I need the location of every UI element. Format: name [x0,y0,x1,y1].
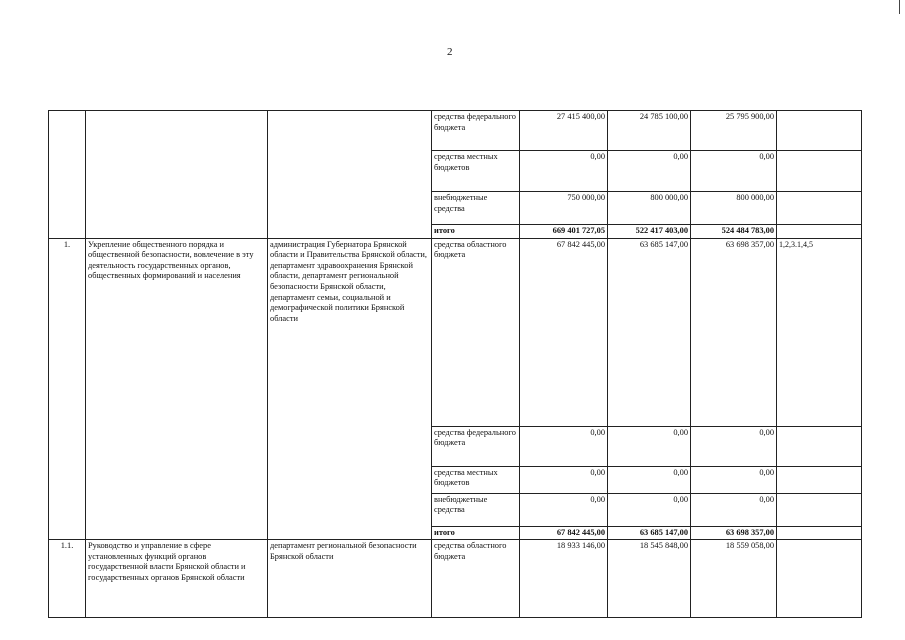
indicators-cell [777,466,862,493]
executor-cell: администрация Губернатора Брянской области и Правительства Брянской области, департамент здравоохранения Брянской области, департамент региональной безопасности Брянской области, департамент семьи, социальной и демографической политики Брянской области [268,238,432,540]
amount-year3-cell: 63 698 357,00 [691,526,777,540]
table-row [49,540,862,618]
amount-year1-cell: 750 000,00 [520,192,608,225]
funding-source-cell: средства федерального бюджета [432,111,520,151]
amount-year1-cell: 0,00 [520,466,608,493]
amount-year1-cell: 27 415 400,00 [520,111,608,151]
funding-source-cell: средства областного бюджета [432,238,520,426]
amount-year2-cell: 0,00 [608,151,691,192]
amount-year2-cell: 63 685 147,00 [608,238,691,426]
indicators-cell [777,493,862,526]
page-number: 2 [447,46,453,58]
amount-year2-cell: 800 000,00 [608,192,691,225]
activity-cell [86,111,268,239]
amount-year1-cell: 18 933 146,00 [520,540,608,618]
indicators-cell: 1,2,3.1,4,5 [777,238,862,426]
amount-year3-cell: 18 559 058,00 [691,540,777,618]
amount-year1-cell: 0,00 [520,151,608,192]
budget-table [48,110,862,618]
amount-year3-cell: 63 698 357,00 [691,238,777,426]
amount-year3-cell: 25 795 900,00 [691,111,777,151]
table-row [49,238,862,426]
amount-year3-cell: 0,00 [691,426,777,466]
funding-source-cell: итого [432,225,520,239]
amount-year1-cell: 67 842 445,00 [520,526,608,540]
indicators-cell [777,526,862,540]
edge-mark [899,0,900,14]
funding-source-cell: средства федерального бюджета [432,426,520,466]
funding-source-cell: внебюджетные средства [432,493,520,526]
activity-cell: Руководство и управление в сфере установленных функций органов государственной власти Брянской области и государственных органов Брянской области [86,540,268,618]
amount-year2-cell: 0,00 [608,493,691,526]
funding-source-cell: итого [432,526,520,540]
row-number-cell [49,111,86,239]
amount-year3-cell: 0,00 [691,466,777,493]
amount-year1-cell: 0,00 [520,493,608,526]
indicators-cell [777,111,862,151]
amount-year2-cell: 18 545 848,00 [608,540,691,618]
activity-cell: Укрепление общественного порядка и общественной безопасности, вовлечение в эту деятельность государственных органов, общественных формирований и населения [86,238,268,540]
amount-year1-cell: 67 842 445,00 [520,238,608,426]
row-number-cell: 1.1. [49,540,86,618]
amount-year1-cell: 0,00 [520,426,608,466]
amount-year2-cell: 522 417 403,00 [608,225,691,239]
amount-year3-cell: 800 000,00 [691,192,777,225]
row-number-cell: 1. [49,238,86,540]
indicators-cell [777,426,862,466]
funding-source-cell: средства местных бюджетов [432,151,520,192]
amount-year3-cell: 0,00 [691,493,777,526]
amount-year3-cell: 524 484 783,00 [691,225,777,239]
amount-year2-cell: 63 685 147,00 [608,526,691,540]
table-row [49,111,862,151]
amount-year2-cell: 24 785 100,00 [608,111,691,151]
indicators-cell [777,192,862,225]
amount-year1-cell: 669 401 727,05 [520,225,608,239]
amount-year2-cell: 0,00 [608,426,691,466]
indicators-cell [777,151,862,192]
funding-source-cell: средства местных бюджетов [432,466,520,493]
indicators-cell [777,225,862,239]
amount-year3-cell: 0,00 [691,151,777,192]
executor-cell: департамент региональной безопасности Брянской области [268,540,432,618]
funding-source-cell: внебюджетные средства [432,192,520,225]
amount-year2-cell: 0,00 [608,466,691,493]
indicators-cell [777,540,862,618]
executor-cell [268,111,432,239]
funding-source-cell: средства областного бюджета [432,540,520,618]
